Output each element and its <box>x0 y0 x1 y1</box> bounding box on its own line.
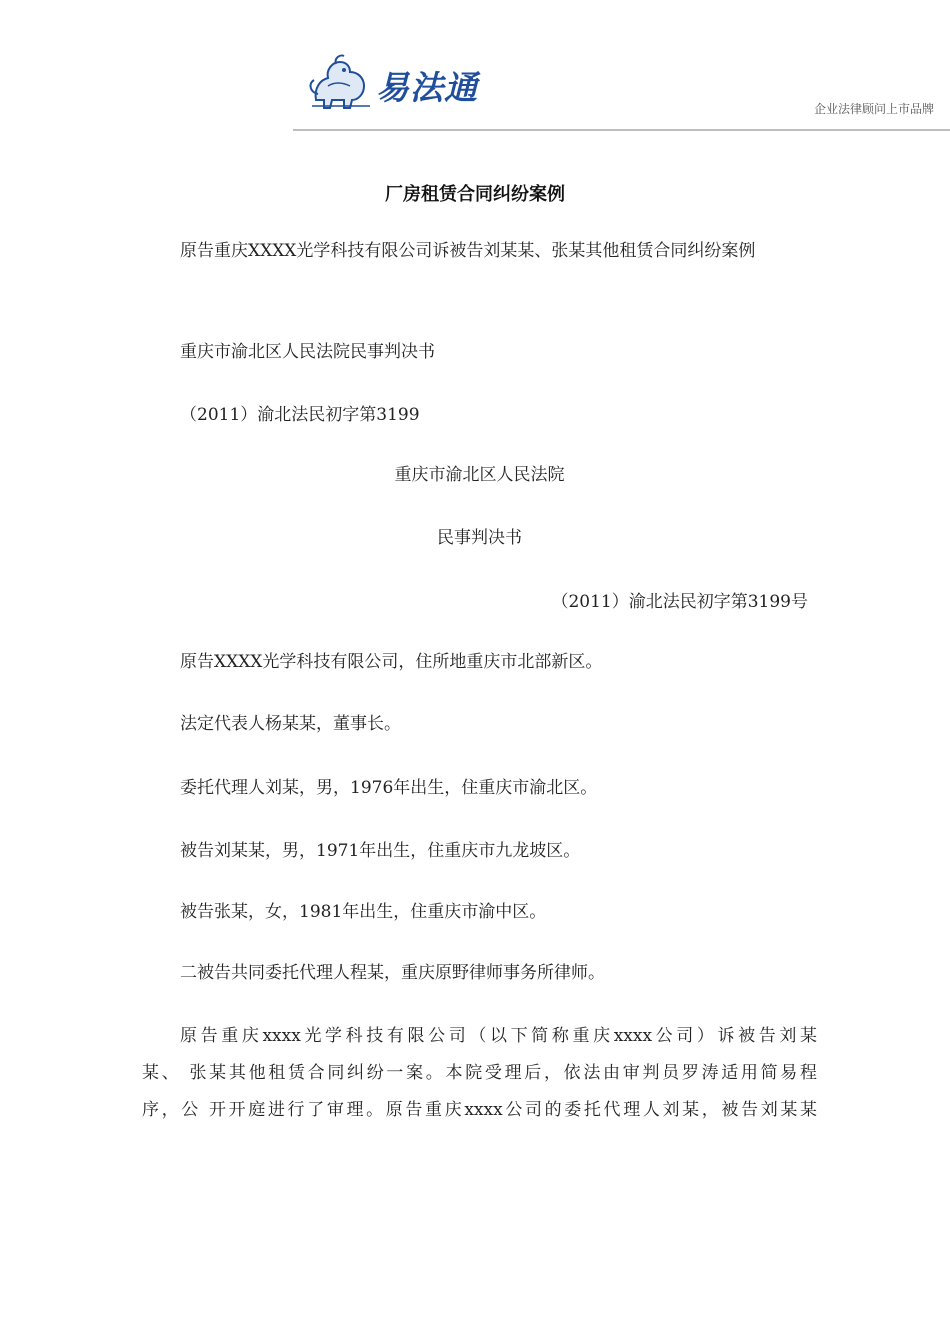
qilin-mascot-icon <box>306 50 376 112</box>
document-title: 厂房租赁合同纠纷案例 <box>385 184 565 205</box>
defendant-2-line: 被告张某，女，1981年出生，住重庆市渝中区。 <box>180 902 547 922</box>
document-type: 民事判决书 <box>437 528 522 548</box>
intro-paragraph: 原告重庆XXXX光学科技有限公司诉被告刘某某、张某其他租赁合同纠纷案例 <box>180 241 756 261</box>
court-name-centered: 重庆市渝北区人民法院 <box>394 465 565 485</box>
header-divider <box>293 129 950 131</box>
body-line: 原告重庆xxxx光学科技有限公司（以下简称重庆xxxx公司）诉被告刘某 <box>180 1026 817 1046</box>
defendant-1-line: 被告刘某某，男，1971年出生，住重庆市九龙坡区。 <box>180 841 581 861</box>
legal-representative-line: 法定代表人杨某某，董事长。 <box>180 714 401 734</box>
case-number-full: （2011）渝北法民初字第3199号 <box>551 592 808 612</box>
agent-line: 委托代理人刘某，男，1976年出生，住重庆市渝北区。 <box>180 778 598 798</box>
body-line: 某、 张某其他租赁合同纠纷一案。本院受理后，依法由审判员罗涛适用简易程 <box>142 1063 817 1083</box>
joint-agent-line: 二被告共同委托代理人程某，重庆原野律师事务所律师。 <box>180 963 605 983</box>
court-line: 重庆市渝北区人民法院民事判决书 <box>180 342 435 362</box>
brand-logo-text: 易法通 <box>376 68 478 107</box>
plaintiff-line: 原告XXXX光学科技有限公司，住所地重庆市北部新区。 <box>180 652 603 672</box>
page-header <box>0 0 950 135</box>
body-line: 序，公 开开庭进行了审理。原告重庆xxxx公司的委托代理人刘某，被告刘某某 <box>142 1100 817 1120</box>
brand-tagline: 企业法律顾问上市品牌 <box>813 102 934 116</box>
case-number-short: （2011）渝北法民初字第3199 <box>180 405 420 425</box>
body-paragraph <box>142 1018 817 1129</box>
